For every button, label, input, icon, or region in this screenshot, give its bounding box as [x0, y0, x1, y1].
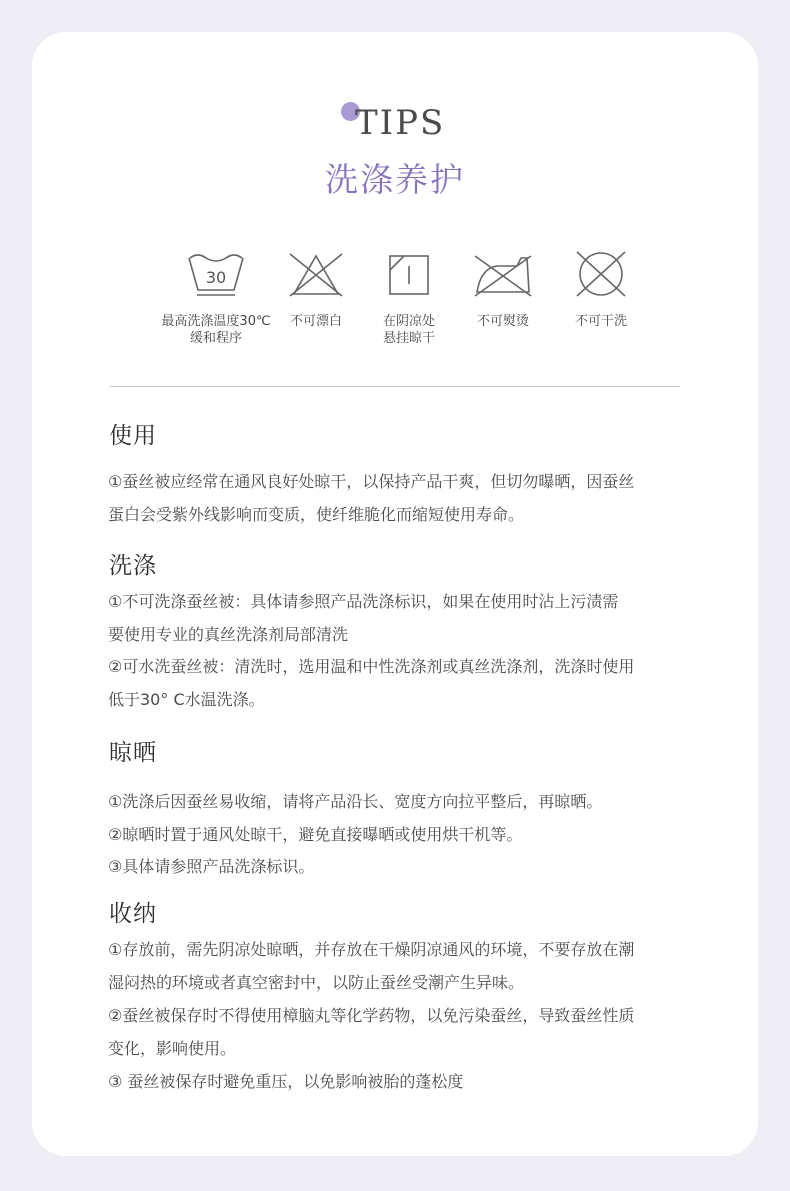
section-text-line: ③ 蚕丝被保存时避免重压，以免影响被胎的蓬松度 — [108, 1072, 464, 1091]
no-bleach-icon — [286, 250, 346, 298]
care-label-line: 不可漂白 — [289, 314, 342, 329]
section-text-line: ①存放前，需先阴凉处晾晒，并存放在干燥阴凉通风的环境，不要存放在潮 — [108, 940, 635, 959]
line-dry-shade-icon — [379, 250, 439, 298]
section-text-line: 蛋白会受紫外线影响而变质，使纤维脆化而缩短使用寿命。 — [108, 505, 525, 524]
section-title-dry: 晾晒 — [109, 740, 157, 766]
section-text-line: ②晾晒时置于通风处晾干，避免直接曝晒或使用烘干机等。 — [108, 825, 523, 844]
care-item-no-dry-clean — [541, 250, 661, 330]
section-text-line: ①洗涤后因蚕丝易收缩，请将产品沿长、宽度方向拉平整后，再晾晒。 — [108, 792, 603, 811]
section-text-line: ②可水洗蚕丝被：清洗时，选用温和中性洗涤剂或真丝洗涤剂，洗涤时使用 — [108, 657, 635, 676]
section-title-store: 收纳 — [109, 901, 157, 927]
care-label-line: 在阴凉处 — [382, 314, 435, 329]
divider — [110, 386, 680, 387]
no-iron-icon — [471, 250, 535, 298]
section-text-line: ③具体请参照产品洗涤标识。 — [108, 857, 315, 876]
care-label-line: 缓和程序 — [189, 331, 242, 346]
section-text-line: ②蚕丝被保存时不得使用樟脑丸等化学药物，以免污染蚕丝，导致蚕丝性质 — [108, 1006, 635, 1025]
care-label-line: 不可干洗 — [574, 314, 627, 329]
no-dry-clean-icon — [571, 250, 631, 298]
section-text-line: 要使用专业的真丝洗涤剂局部清洗 — [108, 625, 349, 644]
section-title-wash: 洗涤 — [109, 553, 157, 579]
section-text-line: 低于30° C水温洗涤。 — [108, 690, 265, 709]
section-text-line: ①不可洗涤蚕丝被：具体请参照产品洗涤标识，如果在使用时沾上污渍需 — [108, 592, 619, 611]
section-text-line: ①蚕丝被应经常在通风良好处晾干，以保持产品干爽，但切勿曝晒，因蚕丝 — [108, 472, 635, 491]
section-title-use: 使用 — [109, 423, 157, 449]
wash-30-icon — [186, 250, 246, 298]
care-label-line: 不可熨烫 — [476, 314, 529, 329]
section-text-line: 变化，影响使用。 — [108, 1039, 237, 1058]
page-title: 洗涤养护 — [325, 160, 465, 199]
tub-temperature: 30 — [205, 268, 227, 287]
care-label-line: 悬挂晾干 — [382, 331, 435, 346]
tips-heading: TIPS — [355, 103, 446, 143]
care-label-line: 最高洗涤温度30℃ — [161, 314, 271, 329]
section-text-line: 湿闷热的环境或者真空密封中，以防止蚕丝受潮产生异味。 — [108, 973, 525, 992]
